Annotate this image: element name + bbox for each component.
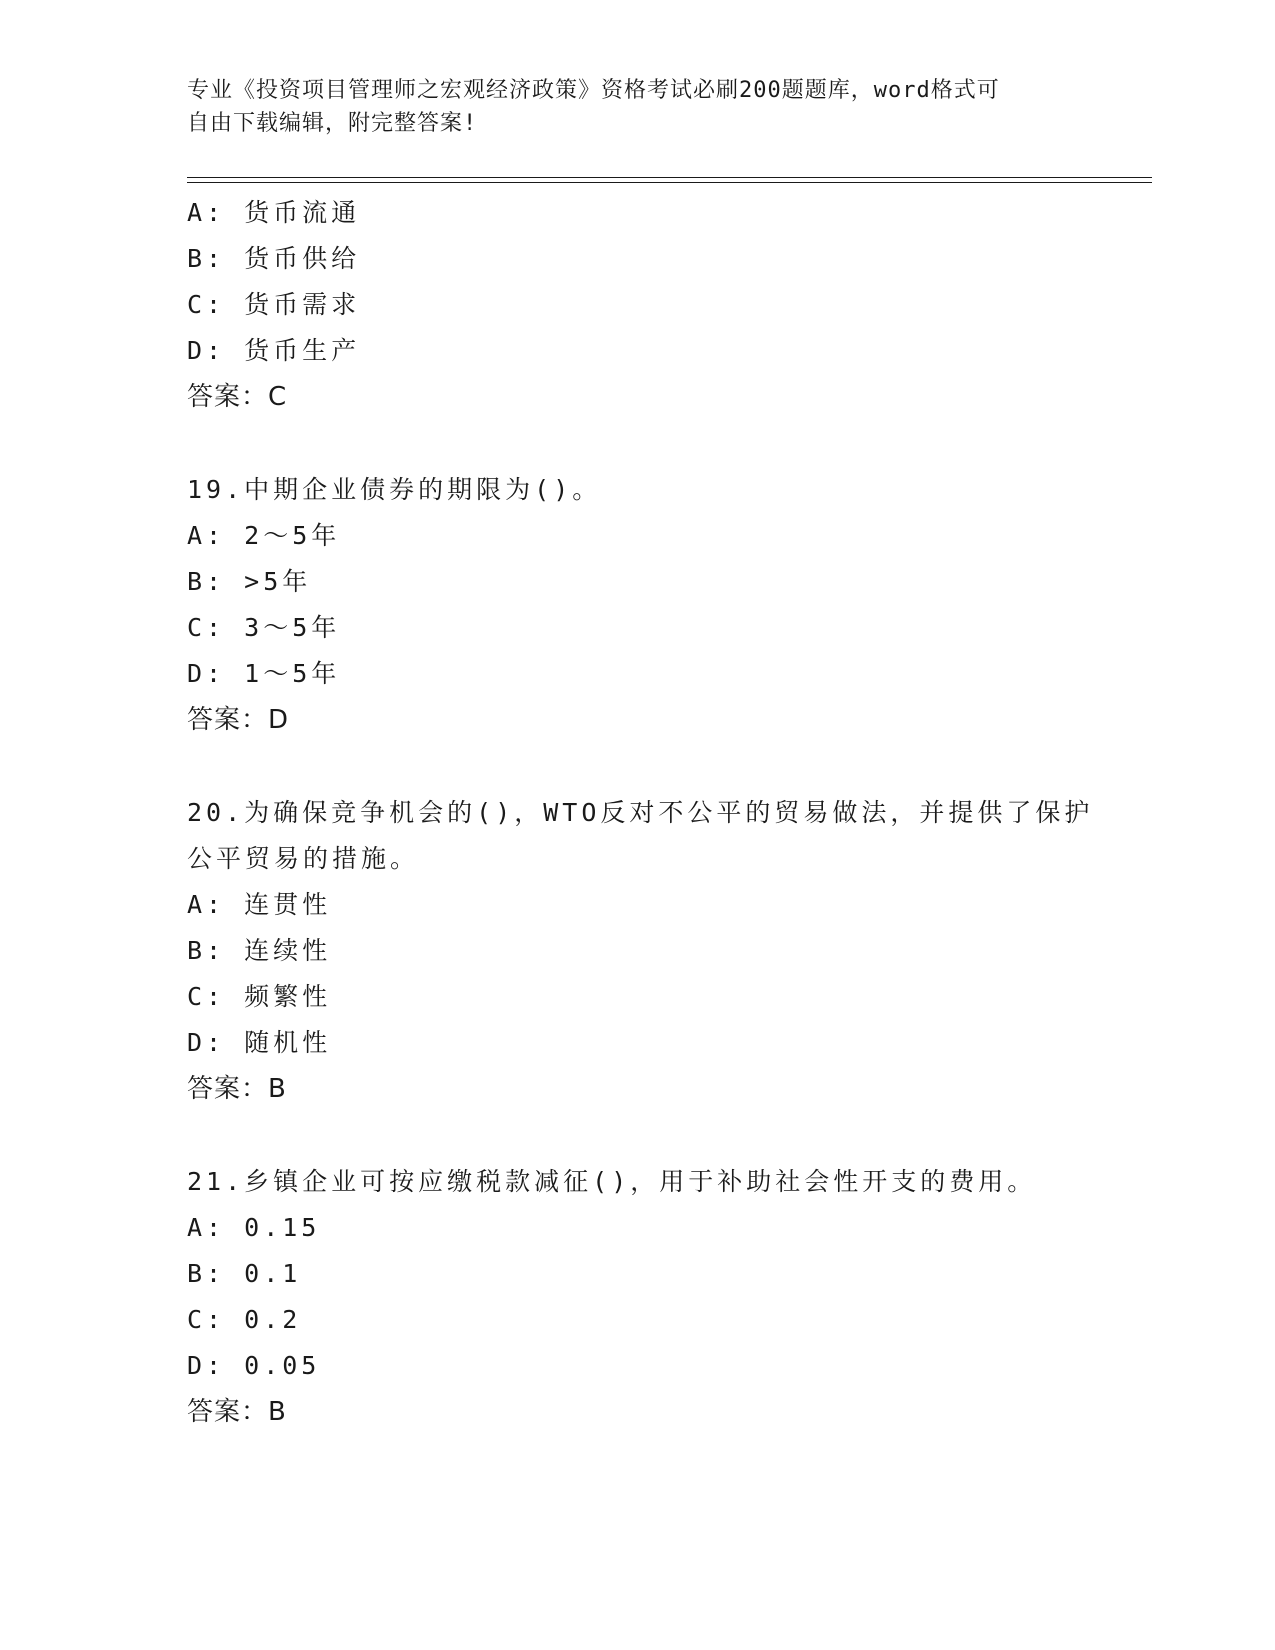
option-a: A: 连贯性 xyxy=(187,890,332,919)
option-d: D: 1～5年 xyxy=(187,659,341,688)
spacer xyxy=(187,420,1087,467)
answer-line: 答案：C xyxy=(187,382,288,412)
header-rule-bottom xyxy=(187,182,1152,183)
option-d: D: 随机性 xyxy=(187,1028,332,1057)
option-b: B: >5年 xyxy=(187,567,312,596)
answer-line: 答案：D xyxy=(187,705,290,735)
document-header xyxy=(187,74,1067,140)
option-d: D: 货币生产 xyxy=(187,336,361,365)
question-text-line-1: 20.为确保竞争机会的()，WTO反对不公平的贸易做法，并提供了保护 xyxy=(187,798,1094,827)
spacer xyxy=(187,1112,1087,1159)
spacer xyxy=(187,743,1087,790)
header-rule-top xyxy=(187,177,1152,178)
option-b: B: 货币供给 xyxy=(187,244,361,273)
answer-line: 答案：B xyxy=(187,1397,287,1427)
option-b: B: 连续性 xyxy=(187,936,332,965)
question-text: 21.乡镇企业可按应缴税款减征()，用于补助社会性开支的费用。 xyxy=(187,1167,1037,1196)
option-d: D: 0.05 xyxy=(187,1351,321,1380)
question-block-21 xyxy=(187,1159,1087,1435)
question-block-19 xyxy=(187,467,1087,743)
header-line-2: 自由下载编辑，附完整答案! xyxy=(187,111,478,136)
option-b: B: 0.1 xyxy=(187,1259,302,1288)
document-content xyxy=(187,190,1094,1435)
option-c: C: 3～5年 xyxy=(187,613,341,642)
option-a: A: 2～5年 xyxy=(187,521,341,550)
question-text-line-2: 公平贸易的措施。 xyxy=(187,844,420,873)
option-c: C: 货币需求 xyxy=(187,290,361,319)
question-text: 19.中期企业债券的期限为()。 xyxy=(187,475,602,504)
question-block-20 xyxy=(187,790,1094,1112)
question-block-18 xyxy=(187,190,1087,420)
option-c: C: 频繁性 xyxy=(187,982,332,1011)
option-a: A: 货币流通 xyxy=(187,198,361,227)
option-a: A: 0.15 xyxy=(187,1213,321,1242)
option-c: C: 0.2 xyxy=(187,1305,302,1334)
answer-line: 答案：B xyxy=(187,1074,287,1104)
header-line-1: 专业《投资项目管理师之宏观经济政策》资格考试必刷200题题库，word格式可 xyxy=(187,78,1000,103)
